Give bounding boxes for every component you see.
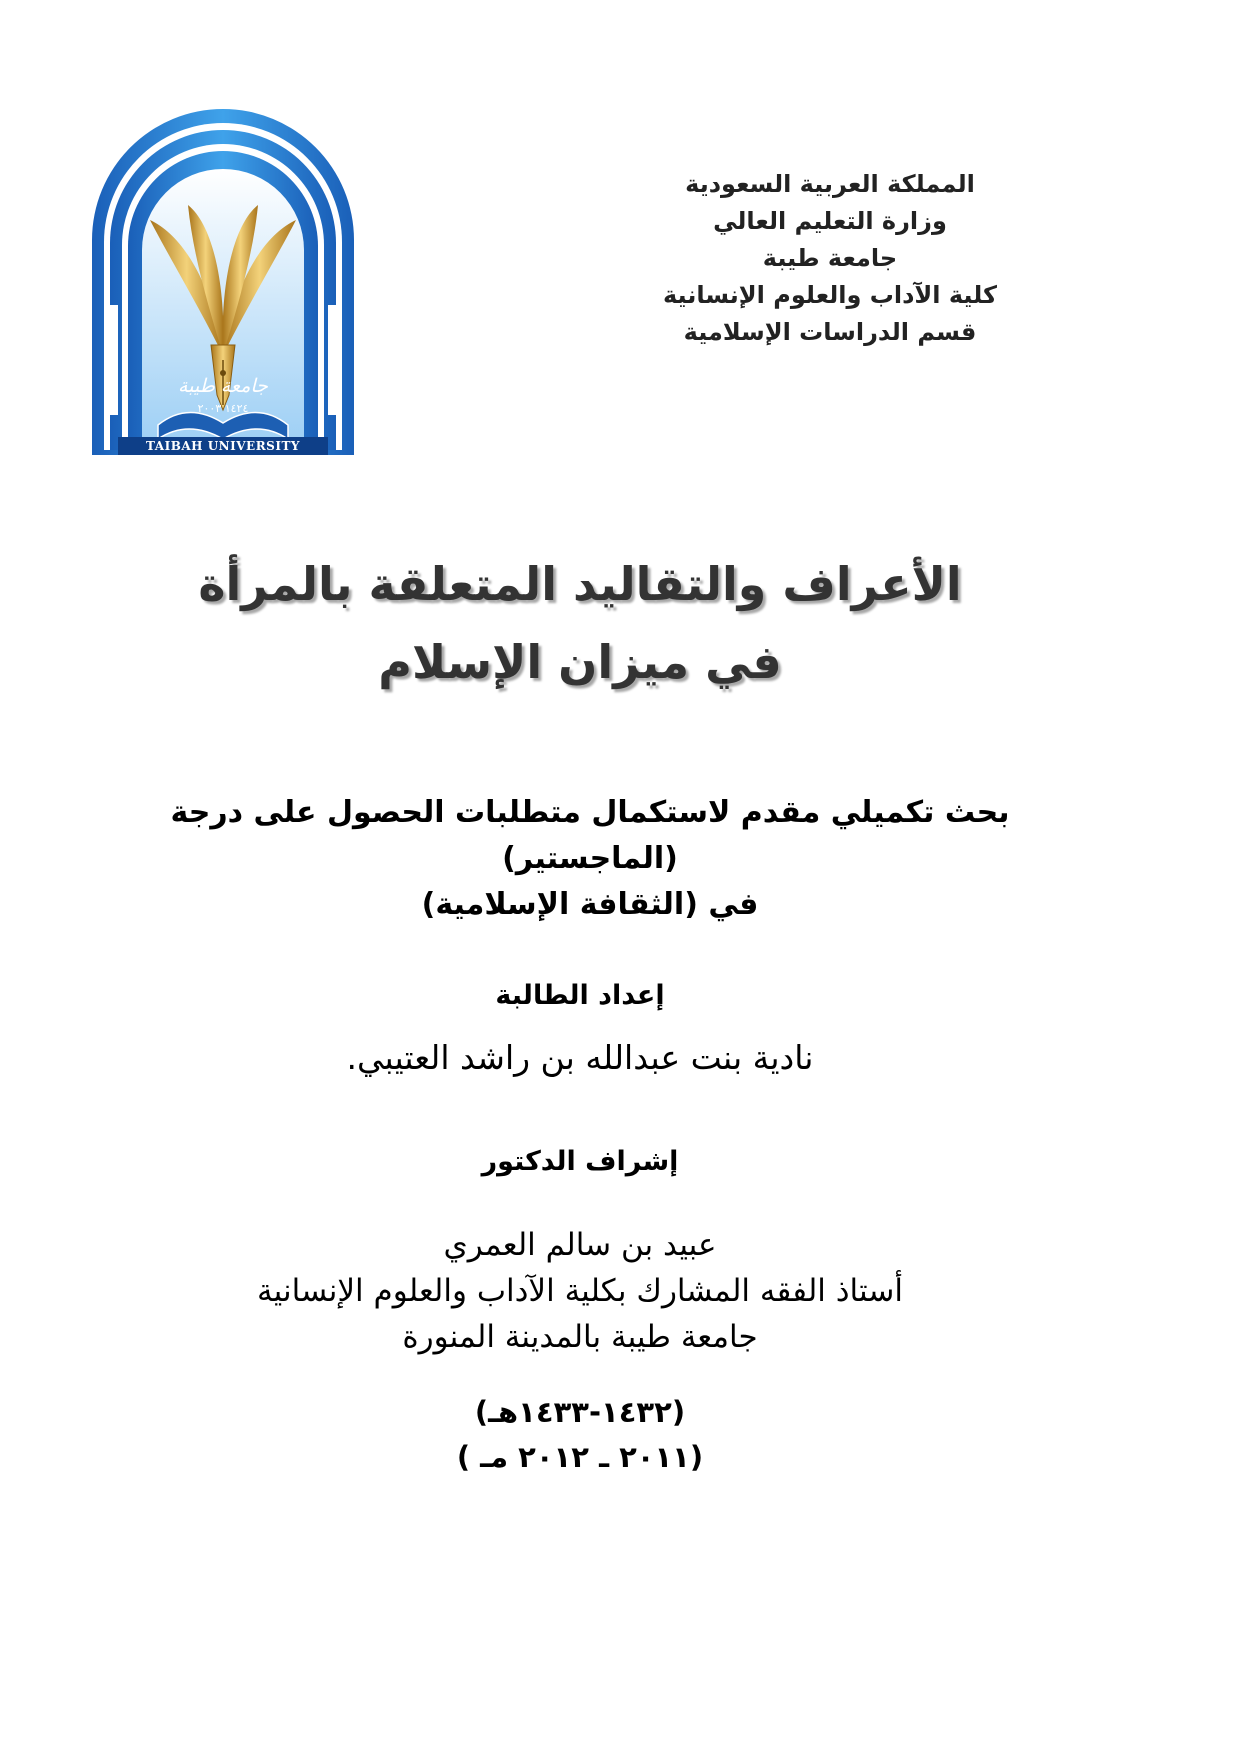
thesis-title-line-1: الأعراف والتقاليد المتعلقة بالمرأة <box>198 557 962 611</box>
ministry-line: وزارة التعليم العالي <box>713 207 947 235</box>
supervisor-university: جامعة طيبة بالمدينة المنورة <box>402 1319 758 1355</box>
description-line-2: (الماجستير) <box>502 841 678 876</box>
supervisor-title: أستاذ الفقه المشارك بكلية الآداب والعلوم الإنسانية <box>257 1273 903 1309</box>
description-line-1: بحث تكميلي مقدم لاستكمال متطلبات الحصول على درجة <box>170 795 1010 830</box>
institution-header <box>600 166 1060 351</box>
supervisor-block <box>100 1222 1060 1360</box>
supervisor-label: إشراف الدكتور <box>481 1146 679 1177</box>
academic-year <box>100 1390 1060 1480</box>
student-label: إعداد الطالبة <box>495 980 665 1011</box>
thesis-title <box>100 545 1060 701</box>
logo-arabic-name: جامعة طيبة <box>178 375 268 397</box>
taibah-university-logo <box>88 105 358 457</box>
university-line: جامعة طيبة <box>762 244 898 272</box>
gregorian-year: (٢٠١١ ـ ٢٠١٢ مـ ) <box>456 1440 704 1474</box>
thesis-description <box>140 790 1040 928</box>
department-line: قسم الدراسات الإسلامية <box>683 318 977 346</box>
thesis-title-line-2: في ميزان الإسلام <box>378 635 782 689</box>
logo-years: ١٤٢٤ ٢٠٠٣ <box>197 402 249 415</box>
supervisor-name: عبيد بن سالم العمري <box>443 1227 717 1263</box>
description-line-3: في (الثقافة الإسلامية) <box>421 887 759 922</box>
country-line: المملكة العربية السعودية <box>685 170 975 198</box>
college-line: كلية الآداب والعلوم الإنسانية <box>663 281 997 309</box>
student-name: نادية بنت عبدالله بن راشد العتيبي. <box>346 1038 814 1077</box>
logo-english-name: TAIBAH UNIVERSITY <box>146 439 300 453</box>
hijri-year: (١٤٣٢-١٤٣٣هـ) <box>474 1395 686 1429</box>
